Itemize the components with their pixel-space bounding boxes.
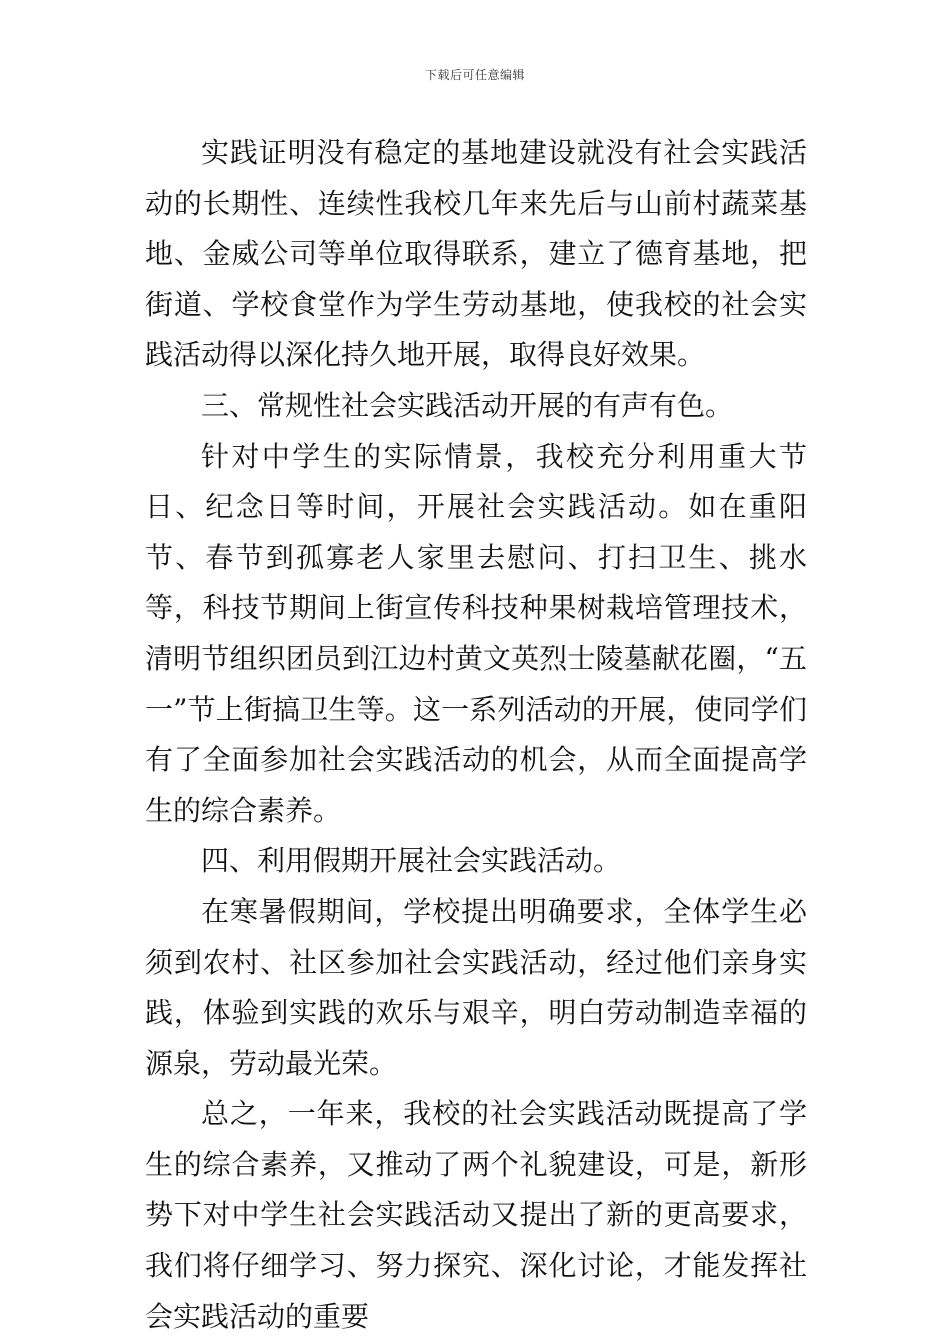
heading-section-four: 四、利用假期开展社会实践活动。 bbox=[201, 844, 622, 878]
paragraph-base-construction: 实践证明没有稳定的基地建设就没有社会实践活动的长期性、连续性我校几年来先后与山前村蔬菜基地、金威公司等单位取得联系，建立了德育基地，把街道、学校食堂作为学生劳动基地，使我校的社会实践活动得以深化持久地开展，取得良好效果。 bbox=[145, 136, 807, 372]
document-body bbox=[145, 128, 807, 1342]
paragraph-holiday-activities: 针对中学生的实际情景，我校充分利用重大节日、纪念日等时间，开展社会实践活动。如在重阳节、春节到孤寡老人家里去慰问、打扫卫生、挑水等，科技节期间上街宣传科技种果树栽培管理技术，清明节组织团员到江边村黄文英烈士陵墓献花圈，“五一”节上街搞卫生等。这一系列活动的开展，使同学们有了全面参加社会实践活动的机会，从而全面提高学生的综合素养。 bbox=[145, 439, 807, 827]
paragraph-vacation-practice: 在寒暑假期间，学校提出明确要求，全体学生必须到农村、社区参加社会实践活动，经过他们亲身实践，体验到实践的欢乐与艰辛，明白劳动制造幸福的源泉，劳动最光荣。 bbox=[145, 894, 807, 1080]
header-note: 下载后可任意编辑 bbox=[424, 68, 525, 82]
heading-section-three: 三、常规性社会实践活动开展的有声有色。 bbox=[201, 388, 734, 422]
paragraph-summary: 总之，一年来，我校的社会实践活动既提高了学生的综合素养，又推动了两个礼貌建设，可是，新形势下对中学生社会实践活动又提出了新的更高要求，我们将仔细学习、努力探究、深化讨论，才能发挥社会实践活动的重要 bbox=[145, 1097, 807, 1333]
